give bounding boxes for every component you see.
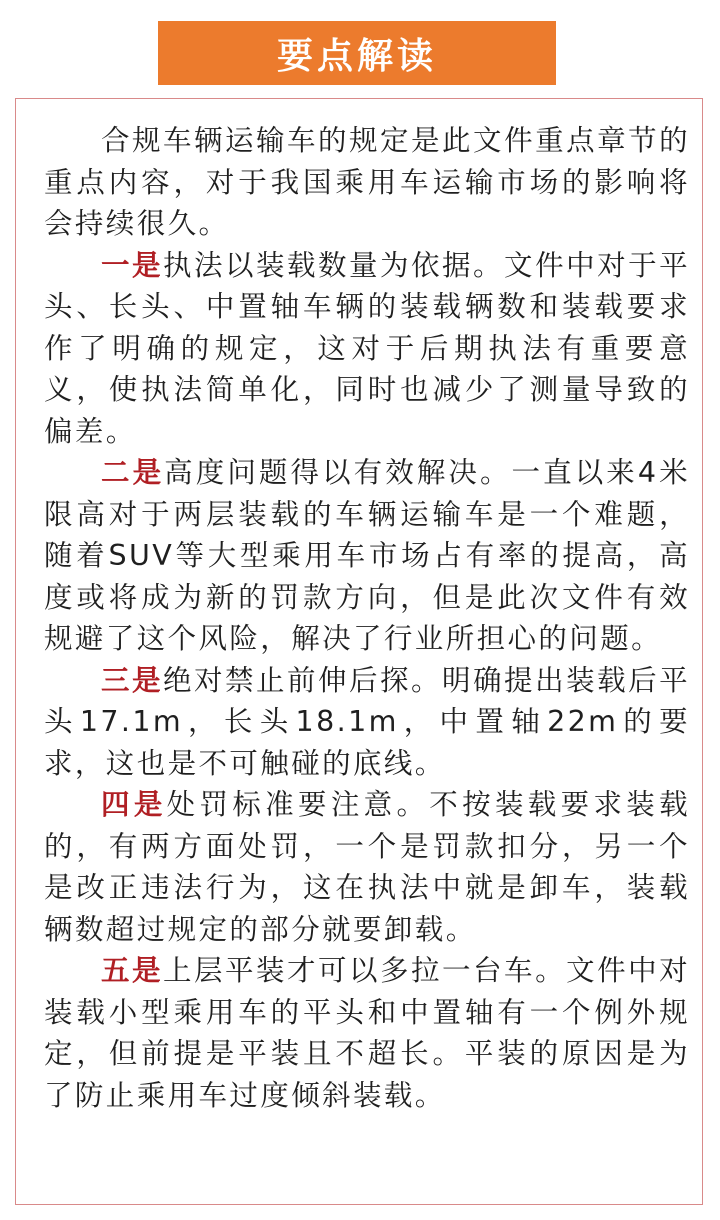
point-2-paragraph — [44, 452, 690, 660]
point-5-paragraph — [44, 950, 690, 1116]
point-5-lead: 五是 — [101, 954, 164, 987]
point-5-text: 上层平装才可以多拉一台车。文件中对装载小型乘用车的平头和中置轴有一个例外规定，但前提是平装且不超长。平装的原因是为了防止乘用车过度倾斜装载。 — [44, 954, 690, 1112]
point-2-lead: 二是 — [101, 456, 165, 489]
point-4-text: 处罚标准要注意。不按装载要求装载的，有两方面处罚，一个是罚款扣分，另一个是改正违法行为，这在执法中就是卸车，装载辆数超过规定的部分就要卸载。 — [44, 788, 690, 946]
intro-paragraph: 合规车辆运输车的规定是此文件重点章节的重点内容，对于我国乘用车运输市场的影响将会持续很久。 — [44, 124, 690, 240]
point-3-text: 绝对禁止前伸后探。明确提出装载后平头17.1m，长头18.1m，中置轴22m的要求，这也是不可触碰的底线。 — [44, 663, 690, 780]
point-1-text: 执法以装载数量为依据。文件中对于平头、长头、中置轴车辆的装载辆数和装载要求作了明确的规定，这对于后期执法有重要意义，使执法简单化，同时也减少了测量导致的偏差。 — [44, 248, 690, 448]
point-3-lead: 三是 — [101, 663, 164, 697]
point-1-lead: 一是 — [101, 248, 164, 282]
section-title: 要点解读 — [276, 35, 437, 77]
point-4-paragraph — [44, 784, 690, 950]
point-3-paragraph — [44, 660, 690, 785]
point-2-text: 高度问题得以有效解决。一直以来4米限高对于两层装载的车辆运输车是一个难题，随着SUV等大型乘用车市场占有率的提高，高度或将成为新的罚款方向，但是此次文件有效规避了这个风险，解决了行业所担心的问题。 — [44, 456, 690, 655]
article-body — [44, 120, 690, 1116]
section-header — [158, 21, 556, 85]
point-4-lead: 四是 — [101, 788, 167, 821]
point-1-paragraph — [44, 245, 690, 453]
